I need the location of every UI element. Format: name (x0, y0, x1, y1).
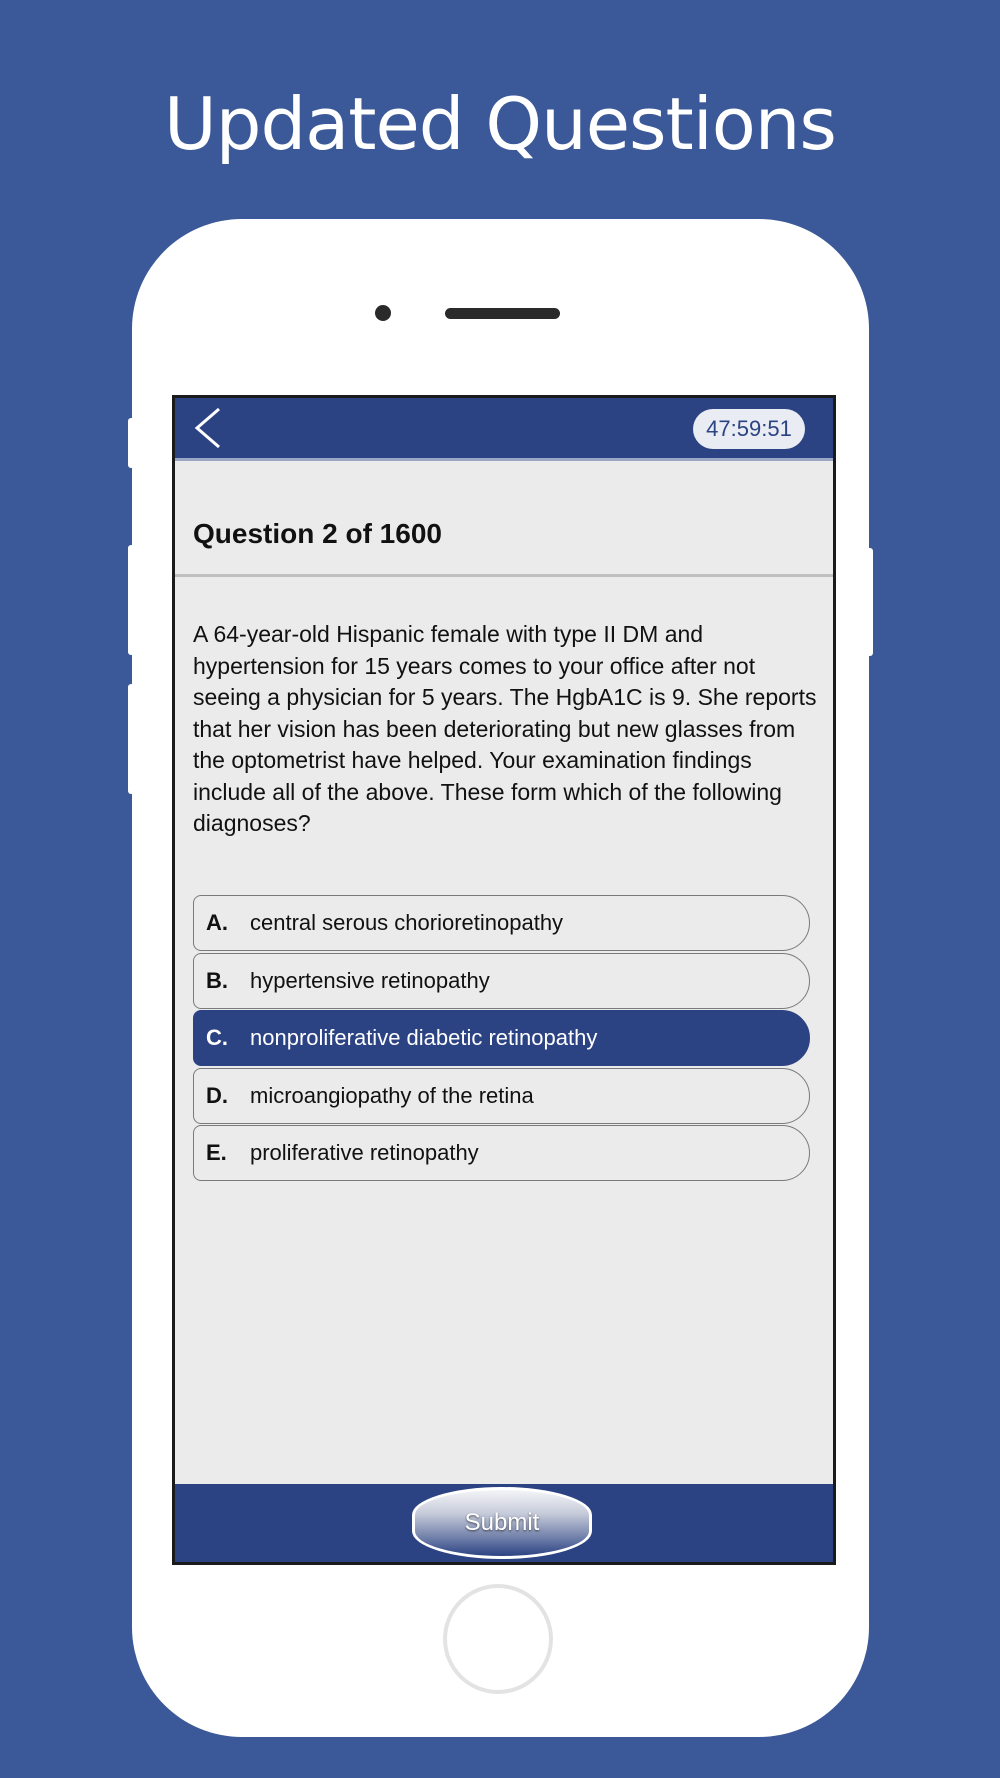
headline: Updated Questions (164, 82, 836, 166)
submit-button[interactable]: Submit (412, 1487, 592, 1559)
answer-option-a[interactable] (193, 895, 810, 951)
home-button[interactable] (443, 1584, 553, 1694)
option-letter: D. (206, 1082, 228, 1108)
option-letter: B. (206, 967, 228, 993)
question-title: Question 2 of 1600 (193, 518, 442, 549)
camera-icon (375, 305, 391, 321)
option-text: central serous chorioretinopathy (250, 910, 564, 935)
navbar (175, 398, 833, 461)
chevron-left-icon[interactable] (189, 406, 233, 450)
phone-power-button (865, 548, 873, 656)
option-letter: E. (206, 1140, 227, 1165)
option-letter: C. (206, 1025, 228, 1050)
answer-options (193, 895, 810, 1183)
option-text: nonproliferative diabetic retinopathy (250, 1025, 598, 1050)
option-letter: A. (206, 910, 228, 935)
answer-option-c[interactable] (193, 1010, 810, 1066)
speaker-grille (445, 308, 560, 319)
divider (175, 574, 833, 577)
option-text: hypertensive retinopathy (250, 967, 490, 993)
option-text: proliferative retinopathy (250, 1140, 479, 1165)
answer-option-e[interactable] (193, 1125, 810, 1181)
answer-option-b[interactable] (193, 953, 810, 1009)
question-text: A 64-year-old Hispanic female with type II DM and hypertension for 15 years comes to your office after not seeing a physician for 5 years. The HgbA1C is 9. She reports that her vision has been deteriorating but new glasses from the optometrist have helped. Your examination findings include all of the above. These form which of the following diagnoses? (193, 621, 817, 836)
option-text: microangiopathy of the retina (250, 1082, 534, 1108)
footer-bar (175, 1484, 833, 1562)
timer-badge: 47:59:51 (693, 409, 805, 449)
phone-side-button (128, 418, 136, 468)
phone-volume-down-button (128, 684, 136, 794)
answer-option-d[interactable] (193, 1068, 810, 1124)
phone-volume-up-button (128, 545, 136, 655)
app-screen (172, 395, 836, 1565)
